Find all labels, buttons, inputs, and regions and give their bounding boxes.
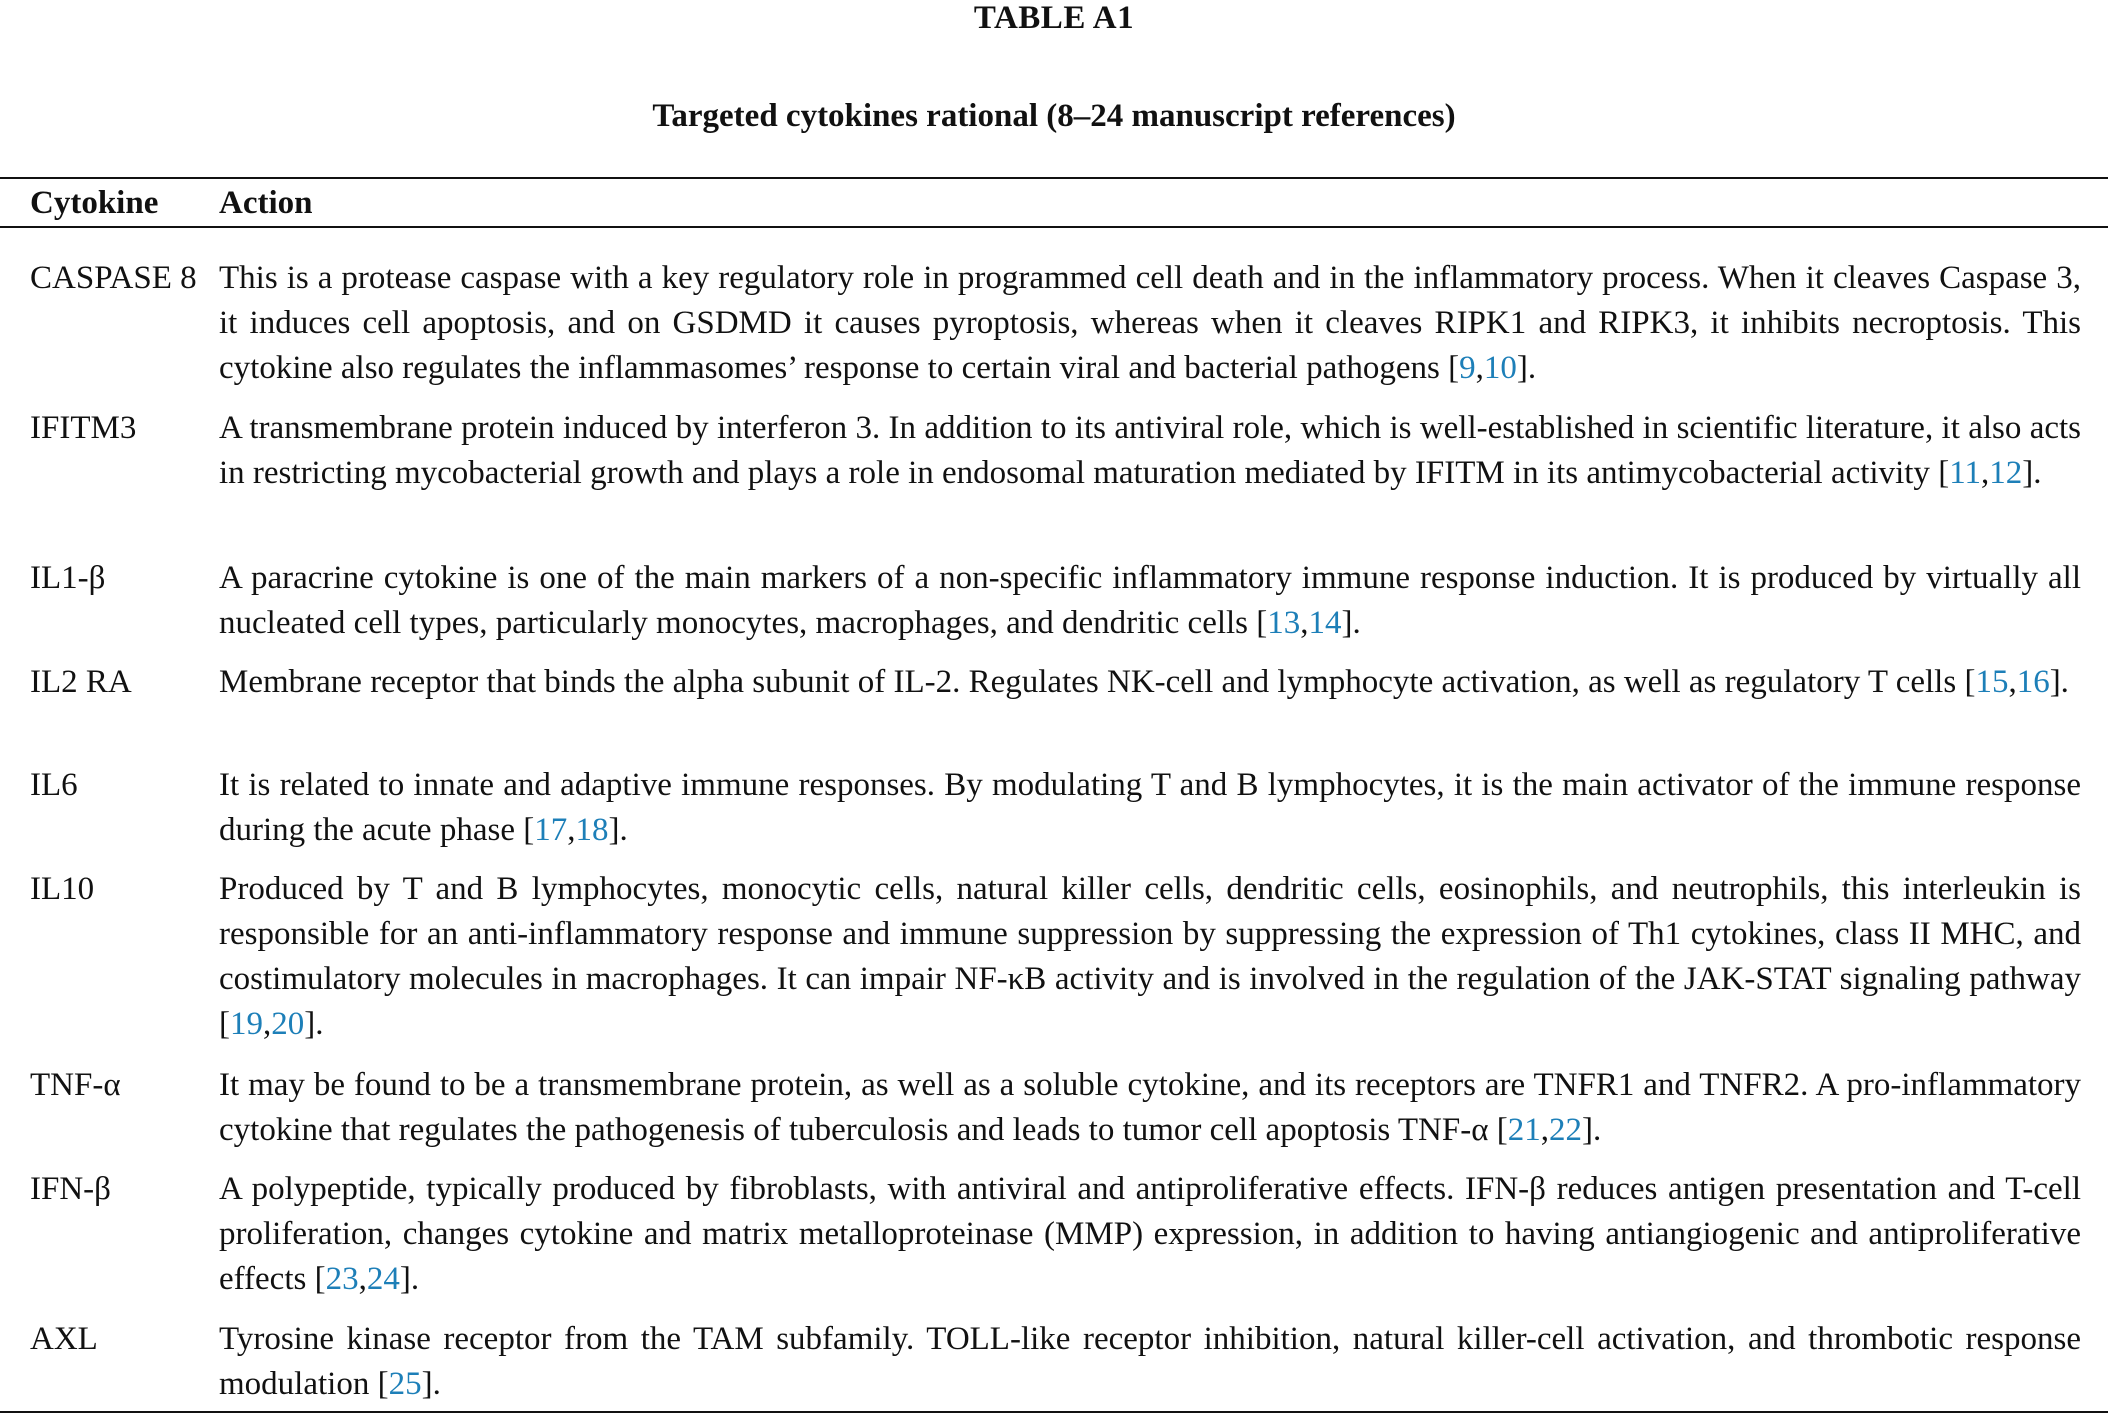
ref-sep: , xyxy=(1540,1112,1549,1148)
cytokine-cell: AXL xyxy=(30,1321,98,1357)
ref-close: ]. xyxy=(399,1261,420,1297)
table-caption: Targeted cytokines rational (8–24 manuscript references) xyxy=(652,98,1456,134)
citation-link[interactable]: 17 xyxy=(534,812,568,848)
citation-link[interactable]: 25 xyxy=(388,1366,422,1402)
ref-sep: , xyxy=(1300,605,1309,641)
citation-link[interactable]: 12 xyxy=(1989,455,2023,491)
citation-link[interactable]: 21 xyxy=(1507,1112,1541,1148)
cytokine-cell: IL6 xyxy=(30,767,78,803)
action-cell xyxy=(219,763,2081,853)
action-text: A paracrine cytokine is one of the main markers of a non-specific inflammatory immune response induction. It is produced by virtually all nucleated cell types, particularly monocytes, macrophages, and dendritic cells xyxy=(219,560,2081,641)
ref-open: [ xyxy=(1964,664,1976,700)
citation-link[interactable]: 24 xyxy=(366,1261,400,1297)
ref-close: ]. xyxy=(421,1366,441,1402)
cytokine-cell: TNF-α xyxy=(30,1067,121,1103)
action-text: Produced by T and B lymphocytes, monocytic cells, natural killer cells, dendritic cells, eosinophils, and neutrophils, this interleukin is responsible for an anti-inflammatory response and immune suppression by suppressing the expression of Th1 cytokines, class II MHC, and costimulatory molecules in macrophages. It can impair NF-κB activity and is involved in the regulation of the JAK-STAT signaling pathway xyxy=(219,871,2081,997)
ref-close: ]. xyxy=(304,1006,324,1042)
action-text: A transmembrane protein induced by interferon 3. In addition to its antiviral role, which is well-established in scientific literature, it also acts in restricting mycobacterial growth and plays a role in endosomal maturation mediated by IFITM in its antimycobacterial activity xyxy=(219,410,2081,491)
ref-close: ]. xyxy=(2022,455,2042,491)
action-cell xyxy=(219,556,2081,646)
citation-link[interactable]: 11 xyxy=(1949,455,1981,491)
citation-link[interactable]: 20 xyxy=(271,1006,305,1042)
ref-close: ]. xyxy=(1582,1112,1602,1148)
ref-open: [ xyxy=(1938,455,1950,491)
ref-open: [ xyxy=(219,1006,230,1042)
ref-close: ]. xyxy=(1516,350,1537,386)
citation-link[interactable]: 23 xyxy=(325,1261,359,1297)
cytokine-cell: IFN-β xyxy=(30,1171,111,1207)
cytokine-cell: IL10 xyxy=(30,871,95,907)
ref-sep: , xyxy=(358,1261,367,1297)
action-cell xyxy=(219,1317,2081,1407)
cytokine-cell: IFITM3 xyxy=(30,410,137,446)
ref-open: [ xyxy=(314,1261,326,1297)
action-text: Membrane receptor that binds the alpha subunit of IL-2. Regulates NK-cell and lymphocyte activation, as well as regulatory T cells xyxy=(219,664,1965,700)
action-text: Tyrosine kinase receptor from the TAM subfamily. TOLL-like receptor inhibition, natural killer-cell activation, and thrombotic response modulation xyxy=(219,1321,2081,1402)
ref-open: [ xyxy=(1448,350,1460,386)
citation-link[interactable]: 18 xyxy=(575,812,609,848)
cytokine-cell: CASPASE 8 xyxy=(30,260,197,296)
citation-link[interactable]: 22 xyxy=(1549,1112,1582,1148)
ref-sep: , xyxy=(1475,350,1484,386)
header-action: Action xyxy=(219,185,313,221)
ref-close: ]. xyxy=(608,812,628,848)
ref-open: [ xyxy=(523,812,535,848)
action-cell xyxy=(219,1167,2081,1302)
action-text: It may be found to be a transmembrane protein, as well as a soluble cytokine, and its receptors are TNFR1 and TNFR2. A pro-inflammatory cytokine that regulates the pathogenesis of tuberculosis and leads to tumor cell apoptosis TNF-α xyxy=(219,1067,2081,1148)
citation-link[interactable]: 9 xyxy=(1459,350,1476,386)
cytokine-cell: IL1-β xyxy=(30,560,106,596)
ref-open: [ xyxy=(377,1366,389,1402)
ref-sep: , xyxy=(1980,455,1990,491)
action-cell xyxy=(219,256,2081,391)
action-text: It is related to innate and adaptive immune responses. By modulating T and B lymphocytes, it is the main activator of the immune response during the acute phase xyxy=(219,767,2081,848)
ref-sep: , xyxy=(2008,664,2017,700)
ref-open: [ xyxy=(1496,1112,1508,1148)
ref-close: ]. xyxy=(2049,664,2069,700)
header-cytokine: Cytokine xyxy=(30,185,159,221)
citation-link[interactable]: 10 xyxy=(1483,350,1517,386)
citation-link[interactable]: 13 xyxy=(1267,605,1301,641)
action-text: A polypeptide, typically produced by fibroblasts, with antiviral and antiproliferative effects. IFN-β reduces antigen presentation and T-cell proliferation, changes cytokine and matrix metalloproteinase (MMP) expression, in addition to having antiangiogenic and antiproliferative effects xyxy=(219,1171,2081,1297)
citation-link[interactable]: 19 xyxy=(230,1006,263,1042)
table-header-rule xyxy=(0,226,2108,228)
ref-open: [ xyxy=(1256,605,1268,641)
action-cell xyxy=(219,660,2081,705)
cytokine-cell: IL2 RA xyxy=(30,664,132,700)
table-label: TABLE A1 xyxy=(973,0,1135,36)
action-cell xyxy=(219,867,2081,1047)
table-bottom-rule xyxy=(0,1411,2108,1413)
citation-link[interactable]: 15 xyxy=(1975,664,2009,700)
ref-sep: , xyxy=(567,812,576,848)
ref-sep: , xyxy=(263,1006,272,1042)
citation-link[interactable]: 16 xyxy=(2016,664,2050,700)
action-text: This is a protease caspase with a key regulatory role in programmed cell death and in the inflammatory process. When it cleaves Caspase 3, it induces cell apoptosis, and on GSDMD it causes pyroptosis, whereas when it cleaves RIPK1 and RIPK3, it inhibits necroptosis. This cytokine also regulates the inflammasomes’ response to certain viral and bacterial pathogens xyxy=(219,260,2081,386)
action-cell xyxy=(219,1063,2081,1153)
action-cell xyxy=(219,406,2081,496)
citation-link[interactable]: 14 xyxy=(1308,605,1342,641)
table-top-rule xyxy=(0,177,2108,179)
ref-close: ]. xyxy=(1341,605,1361,641)
